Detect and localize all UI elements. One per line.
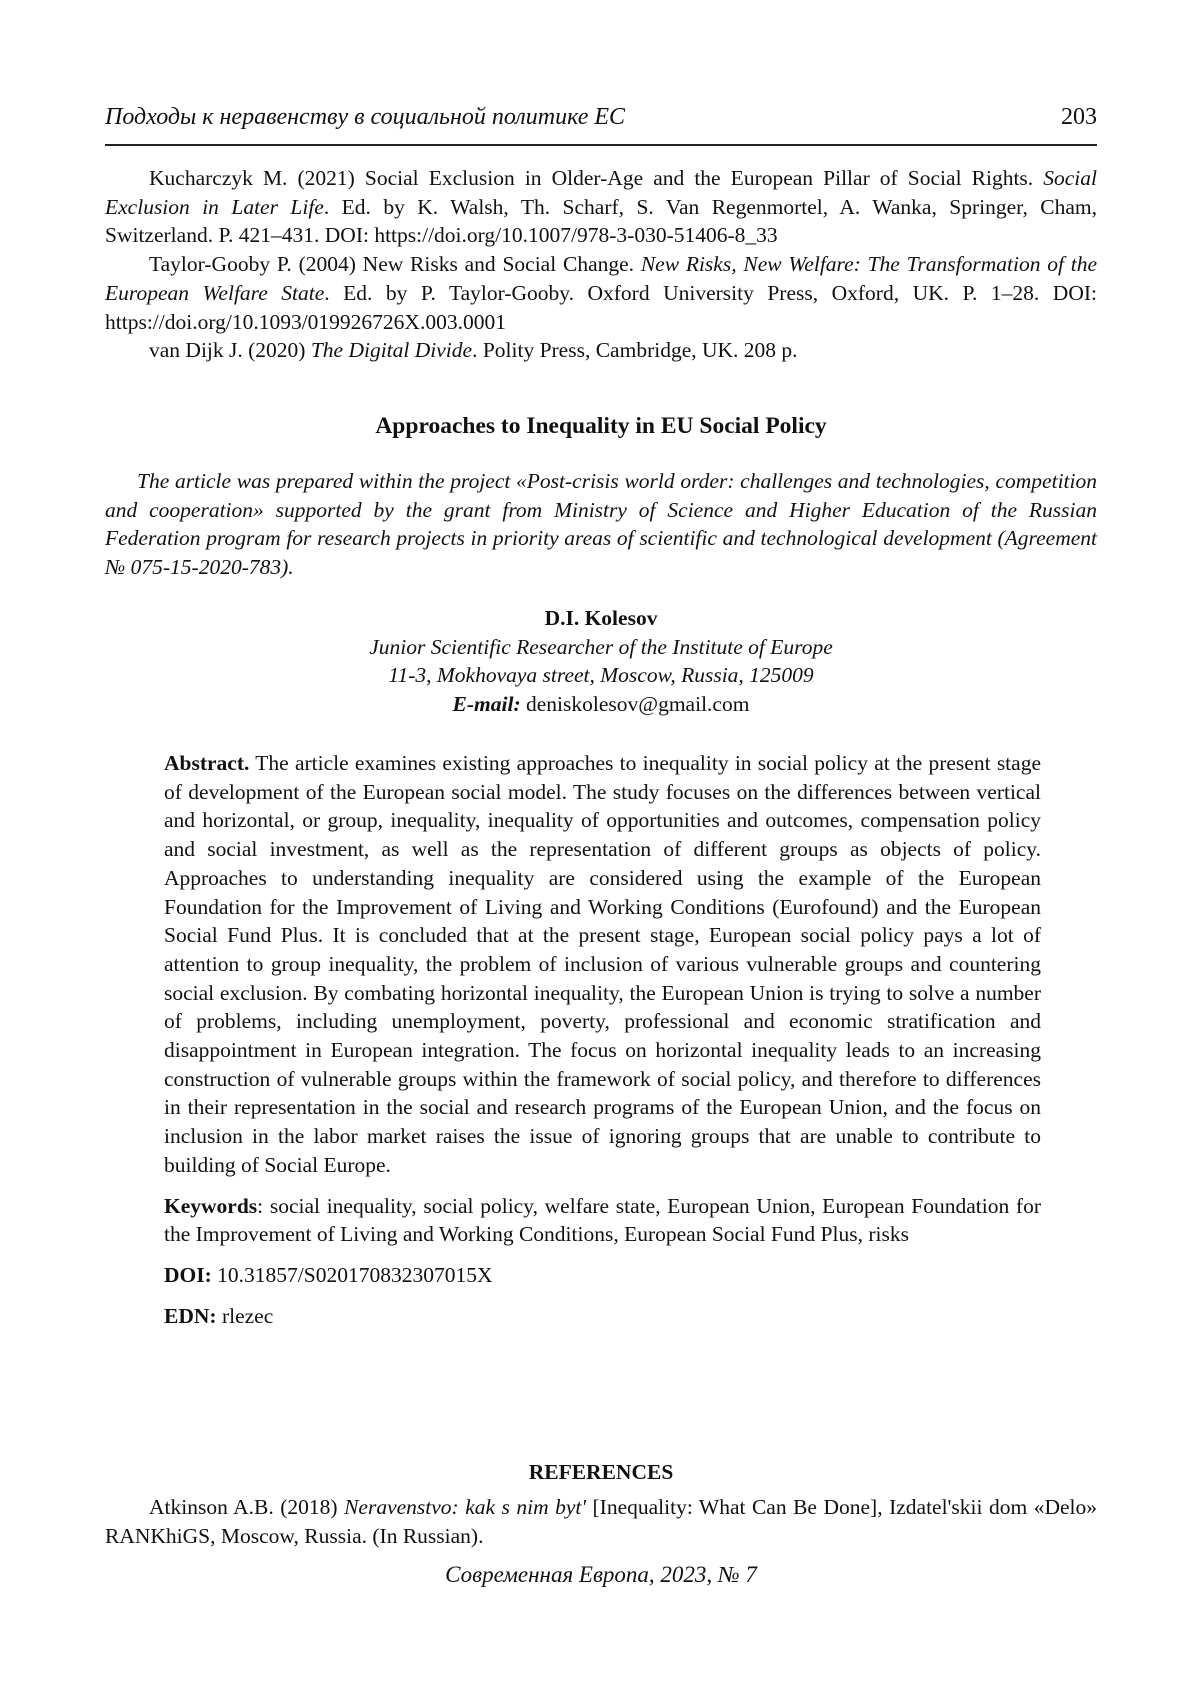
reference-item: Kucharczyk M. (2021) Social Exclusion in Older-Age and the European Pillar of Social Rights. Social Exclusion in Later Life. Ed. by K. Walsh, Th. Scharf, S. Van Regenmortel, A. Wanka, Springer, Cham, Switzerland. P. 421–431. DOI: https://doi.org/10.1007/978-3-030-51406-8_33 — [105, 166, 1097, 248]
keywords-text: : social inequality, social policy, welfare state, European Union, European Foundation for the Improvement of Living and Working Conditions, European Social Fund Plus, risks — [164, 1193, 1041, 1247]
running-title: Подходы к неравенству в социальной политике ЕС — [105, 104, 626, 130]
author-position: Junior Scientific Researcher of the Institute of Europe — [369, 634, 833, 659]
reference-item: Atkinson A.B. (2018) Neravenstvo: kak s nim byt' [Inequality: What Can Be Done], Izdatel'skii dom «Delo» RANKhiGS, Moscow, Russia. (In Russian). — [105, 1495, 1098, 1548]
edn — [164, 1302, 1041, 1331]
email-label: E-mail: — [452, 692, 521, 717]
keywords — [164, 1192, 1041, 1249]
funding-note: The article was prepared within the project «Post-crisis world order: challenges and technologies, competition and cooperation» supported by the grant from Ministry of Science and Higher Education of the Russian Federation program for research projects in priority areas of scientific and technological development (Agreement № 075-15-2020-783). — [105, 469, 1097, 580]
doi — [164, 1261, 1041, 1290]
references-continued — [105, 164, 1097, 365]
author-block — [105, 604, 1097, 719]
author-email — [105, 690, 1097, 719]
references-list — [105, 1493, 1097, 1550]
doi-label: DOI: — [164, 1262, 212, 1287]
page-number: 203 — [1061, 104, 1097, 130]
running-header — [105, 104, 1097, 146]
abstract-block — [164, 749, 1041, 1330]
references-heading: REFERENCES — [528, 1460, 674, 1484]
abstract-label: Abstract. — [164, 751, 250, 775]
author-name: D.I. Kolesov — [544, 606, 658, 630]
doi-value: 10.31857/S020170832307015X — [211, 1262, 493, 1287]
abstract — [164, 749, 1041, 1180]
reference-item: Taylor-Gooby P. (2004) New Risks and Social Change. New Risks, New Welfare: The Transformation of the European Welfare State. Ed. by P. Taylor-Gooby. Oxford University Press, Oxford, UK. P. 1–28. DOI: https://doi.org/10.1093/019926726X.003.0001 — [105, 252, 1097, 334]
journal-footer: Современная Европа, 2023, № 7 — [445, 1562, 757, 1587]
edn-value: rlezec — [216, 1303, 274, 1328]
author-address: 11-3, Mokhovaya street, Moscow, Russia, 125009 — [388, 663, 814, 688]
abstract-text: The article examines existing approaches to inequality in social policy at the present stage of development of the European social model. The study focuses on the differences between vertical and horizontal, or group, inequality, inequality of opportunities and outcomes, compensation policy and social investment, as well as the representation of different groups as objects of policy. Approaches to understanding inequality are considered using the example of the European Foundation for the Improvement of Living and Working Conditions (Eurofound) and the European Social Fund Plus. It is concluded that at the present stage, European social policy pays a lot of attention to group inequality, the problem of inclusion of various vulnerable groups and countering social exclusion. By combating horizontal inequality, the European Union is trying to solve a number of problems, including unemployment, poverty, professional and economic stratification and disappointment in European integration. The focus on horizontal inequality leads to an increasing construction of vulnerable groups within the framework of social policy, and therefore to differences in their representation in the social and research programs of the European Union, and the focus on inclusion in the labor market raises the issue of ignoring groups that are unable to contribute to building of Social Europe. — [164, 751, 1041, 1177]
edn-label: EDN: — [164, 1303, 217, 1328]
article-title: Approaches to Inequality in EU Social Policy — [375, 413, 827, 439]
keywords-label: Keywords — [164, 1193, 258, 1218]
reference-item: van Dijk J. (2020) The Digital Divide. Polity Press, Cambridge, UK. 208 p. — [149, 338, 798, 363]
email-address: deniskolesov@gmail.com — [526, 692, 750, 717]
